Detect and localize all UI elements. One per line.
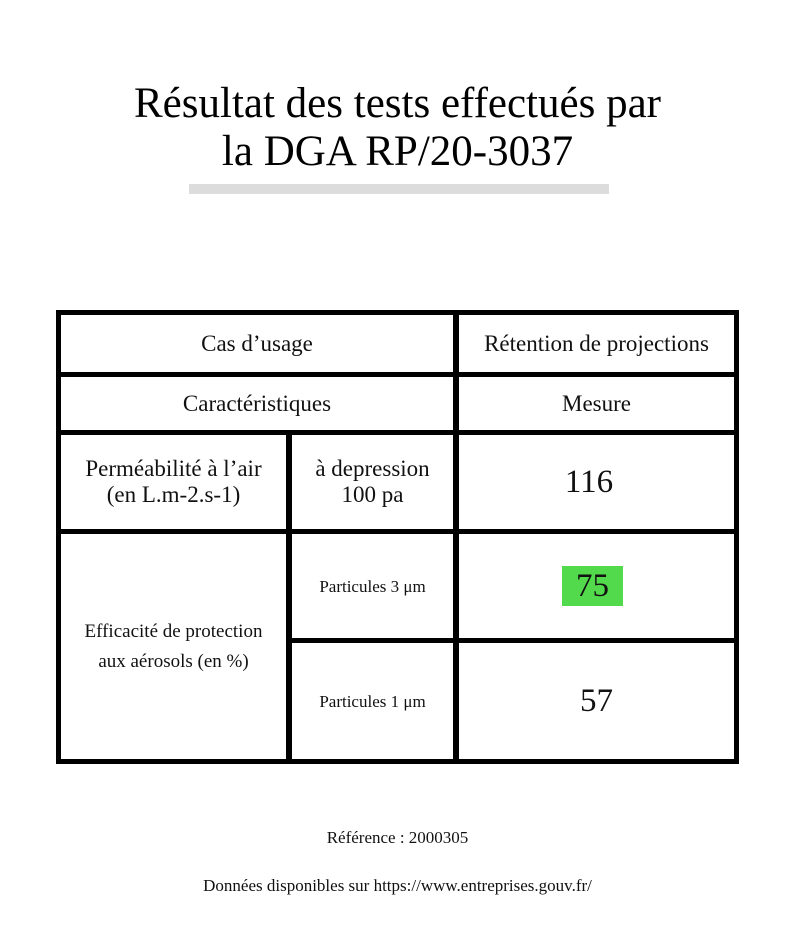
- particles-1um-value-text: 57: [580, 683, 613, 719]
- page-title: [0, 80, 795, 176]
- border-bottom: [56, 759, 739, 764]
- characteristics-label-text: Caractéristiques: [182, 390, 332, 416]
- particles-1um-label: [292, 643, 453, 759]
- highlight-badge: 75: [562, 566, 623, 606]
- results-table: [56, 310, 739, 764]
- use-case-label-text: Cas d’usage: [201, 330, 313, 356]
- measure-label-text: Mesure: [562, 390, 631, 416]
- reference-text: Référence : 2000305: [326, 828, 469, 847]
- particles-3um-label-text: Particules 3 μm: [319, 576, 426, 596]
- particles-1um-label-text: Particules 1 μm: [319, 691, 426, 711]
- permeability-label-line-2: (en L.m-2.s-1): [106, 482, 241, 507]
- border-right: [734, 310, 739, 764]
- permeability-value-text: 116: [564, 464, 614, 500]
- aerosol-label-line-1: Efficacité de protection: [84, 620, 263, 642]
- permeability-value: [459, 435, 719, 529]
- particles-1um-value: [459, 643, 734, 759]
- permeability-condition-line-1: à depression: [315, 456, 430, 481]
- title-line-1: Résultat des tests effectués par: [134, 80, 661, 127]
- use-case-value: [459, 315, 734, 372]
- particles-3um-value: [459, 534, 726, 638]
- aerosol-label: [61, 534, 286, 759]
- permeability-condition-line-2: 100 pa: [341, 482, 404, 507]
- use-case-value-text: Rétention de projections: [484, 330, 709, 356]
- measure-label: [459, 377, 734, 430]
- particles-3um-label: [292, 534, 453, 638]
- characteristics-label: [61, 377, 453, 430]
- permeability-label-line-1: Perméabilité à l’air: [85, 456, 262, 481]
- permeability-label: [61, 435, 286, 529]
- title-line-2: la DGA RP/20-3037: [221, 128, 574, 175]
- permeability-condition: [292, 435, 453, 529]
- use-case-label: [61, 315, 453, 372]
- title-underline: [189, 184, 609, 194]
- source-text: Données disponibles sur https://www.entreprises.gouv.fr/: [203, 876, 592, 895]
- aerosol-label-line-2: aux aérosols (en %): [98, 650, 249, 672]
